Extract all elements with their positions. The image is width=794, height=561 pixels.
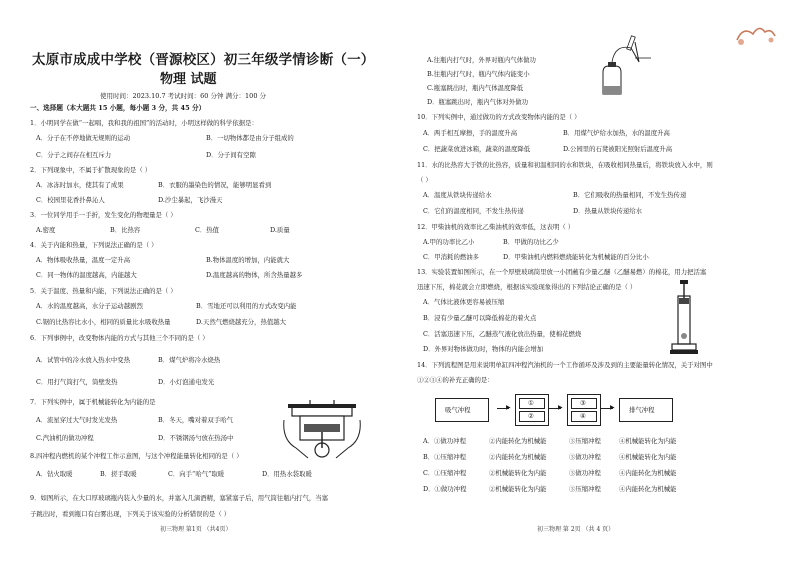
flow-box-2 — [515, 394, 549, 426]
question-9: 9．如图所示，在大口厚玻璃瓶内装入少量的水，并塞入几滴酒精，塞紧塞子后，用气筒往瓶内打气，当塞 — [30, 494, 329, 502]
question-13: 13．实验装置如图所示，在一个厚壁玻璃筒里放一小团蘸有少量乙醚（乙醚易燃）的棉花，用力把活塞 — [417, 268, 707, 276]
q5-option-c: C.锯的比热容比水小，相同的质量比水吸收热量 — [36, 318, 171, 326]
flow-end-box — [619, 398, 673, 422]
q2-option-b: B．衣服的墨染色的情况，能够明显看到 — [158, 181, 272, 189]
q7-option-b: B．冬天，嘴对着双手哈气 — [158, 416, 233, 424]
flow-start-box — [435, 398, 489, 422]
question-6: 6．下列事例中，改变物体内能的方式与其他三个不同的是（ ） — [30, 334, 209, 342]
question-7: 7．下列实例中，属于机械能转化为内能的是 — [30, 398, 156, 406]
q14-b-2: ②内能转化为机械能 — [489, 453, 547, 461]
flow-box-3-bot: ④ — [580, 412, 586, 420]
q10-option-c: C．把蔬菜放进冰箱，蔬菜的温度降低 — [423, 145, 531, 153]
q14-d-1: D．①做功冲程 — [423, 485, 467, 493]
question-5: 5．关于温度、热量和内能，下列说法正确的是（ ） — [30, 287, 177, 295]
q4-option-b: B.物体温度的增加，内能就大 — [206, 256, 290, 264]
q4-option-d: D.温度越高的物体，所含热量越多 — [206, 271, 303, 279]
corner-stamp-icon — [731, 20, 781, 50]
question-14: 14．下列流程图是用来说明单缸四冲程汽油机的一个工作循环及涉及到的主要能量转化情况，关于对图中 — [417, 361, 713, 369]
exam-meta: 使用时间：2023.10.7 考试时间：60 分钟 满分：100 分 — [100, 92, 267, 100]
q6-option-a: A．试管中的冷水放入热水中变热 — [36, 356, 131, 364]
q14-b-1: B．①压缩冲程 — [423, 453, 467, 461]
question-14-cont: ①②③④的补充正确的是： — [417, 376, 494, 384]
q11-option-b: B．它们吸收的热量相同，不发生热传递 — [573, 191, 687, 199]
q3-option-d: D.质量 — [270, 226, 290, 234]
question-12: 12．甲柴油机的效率比乙柴油机的效率低，这表明（ ） — [417, 223, 575, 231]
q14-a-3: ③压缩冲程 — [569, 437, 601, 445]
q14-c-3: ③做功冲程 — [569, 469, 601, 477]
flow-start-label: 吸气冲程 — [445, 406, 471, 414]
q14-c-1: C．①压缩冲程 — [423, 469, 467, 477]
question-8: 8.四冲程内燃机的某个冲程工作示意图，与这个冲程能量转化相同的是（ ） — [30, 452, 243, 460]
question-11: 11．水的比热容大于铁的比热容，质量和初温相同的水和铁块，在吸收相同热量后，将铁块放入水中，则 — [417, 161, 713, 169]
q7-option-d: D．不锈钢汤勺放在热汤中 — [158, 434, 234, 442]
q1-option-d: D．分子间有空隙 — [206, 151, 256, 159]
flow-box-2-bot: ② — [528, 412, 534, 420]
q14-d-2: ②机械能转化为内能 — [489, 485, 547, 493]
exam-title: 太原市成成中学校（晋源校区）初三年级学情诊断（一） — [32, 52, 375, 68]
q13-option-a: A．气体比液体更容易被压缩 — [423, 298, 505, 306]
q12-option-c: C．甲消耗的燃油多 — [423, 253, 480, 261]
engine-diagram — [282, 400, 362, 460]
left-footer: 初三物理 第1页 （共4页） — [160, 526, 232, 533]
q9-option-d: D．瓶塞跳出时，瓶内气体对外做功 — [427, 98, 528, 106]
q12-option-d: D．甲柴油机内燃料燃烧能转化为机械能的百分比小 — [503, 253, 649, 261]
piston-tube-diagram — [669, 280, 699, 358]
q9-option-b: B.往瓶内打气时，瓶内气体内能变小 — [427, 70, 530, 78]
q12-option-a: A.甲的功率比乙小 — [423, 238, 475, 246]
q13-option-c: C．活塞迅速下压，乙醚蒸气液化放出热量，使棉花燃烧 — [423, 330, 582, 338]
question-11-paren: （ ） — [417, 176, 432, 184]
q10-option-b: B．用煤气炉给水加热，水的温度升高 — [563, 129, 670, 137]
q14-a-1: A．①做功冲程 — [423, 437, 466, 445]
q4-option-a: A．物体吸收热量，温度一定升高 — [36, 256, 131, 264]
q1-option-a: A．分子在不停地做无规则的运动 — [36, 134, 131, 142]
q8-option-b: B．搓手取暖 — [100, 470, 137, 478]
q6-option-d: D．小灯泡通电发光 — [158, 378, 215, 386]
q14-a-2: ②内能转化为机械能 — [489, 437, 547, 445]
right-footer: 初三物理 第 2页 （共 4 页） — [537, 526, 615, 533]
flow-arrow-1-head: ▶ — [506, 404, 511, 411]
flow-arrow-2-head: ▶ — [558, 404, 563, 411]
q10-option-a: A．两手相互摩擦，手的温度升高 — [423, 129, 518, 137]
q9-option-a: A.往瓶内打气时，外界对瓶内气体做功 — [427, 56, 536, 64]
q7-option-c: C.汽油机的做功冲程 — [36, 434, 94, 442]
q3-option-c: C．热值 — [195, 226, 220, 234]
q14-d-3: ③压缩冲程 — [569, 485, 601, 493]
q14-d-4: ④内能转化为机械能 — [619, 485, 677, 493]
q11-option-a: A．温度从铁块传递给水 — [423, 191, 492, 199]
q13-option-d: D．外界对物体做功时，物体的内能会增加 — [423, 345, 544, 353]
q5-option-b: B．雪地还可以利用的方式改变内能 — [196, 302, 297, 310]
q10-option-d: D.公园里的石凳被阳光照射后温度升高 — [563, 145, 673, 153]
q14-b-3: ③做功冲程 — [569, 453, 601, 461]
q6-option-c: C．用打气筒打气，筒壁发热 — [36, 378, 118, 386]
q8-option-d: D．用热水袋取暖 — [262, 470, 312, 478]
flow-arrow-3-head: ▶ — [610, 404, 615, 411]
q11-option-d: D．热量从铁块传递给水 — [573, 207, 643, 215]
q1-option-c: C．分子之间存在相互斥力 — [36, 151, 112, 159]
q12-option-b: B．甲做的功比乙少 — [503, 238, 559, 246]
question-2: 2．下列现象中，不属于扩散现象的是（ ） — [30, 166, 152, 174]
bottle-pump-diagram — [595, 34, 653, 98]
q8-option-a: A．钻火取暖 — [36, 470, 73, 478]
q2-option-c: C．校园里花香扑鼻沁人 — [36, 196, 105, 204]
q2-option-a: A．冰冻时加水，使其有了成果 — [36, 181, 124, 189]
flow-end-label: 排气冲程 — [629, 406, 655, 414]
q5-option-a: A．水的温度越高，水分子运动越剧烈 — [36, 302, 143, 310]
q8-option-c: C．向手“哈气”取暖 — [168, 470, 225, 478]
q3-option-b: B．比热容 — [110, 226, 141, 234]
right-page — [397, 0, 794, 561]
q4-option-c: C．同一物体的温度越高，内能越大 — [36, 271, 137, 279]
question-4: 4．关于内能和热量，下列说法正确的是（ ） — [30, 241, 158, 249]
flow-box-3 — [567, 394, 601, 426]
question-13-cont: 迅速下压，棉花就会立即燃烧，根据该实验现象得出的下列结论正确的是（ ） — [417, 283, 637, 291]
q14-b-4: ④机械能转化为内能 — [619, 453, 677, 461]
exam-subtitle: 物理 试题 — [160, 72, 217, 87]
question-3: 3．一位同学用手一手折，发生变化的物理量是（ ） — [30, 211, 177, 219]
q14-c-4: ④内能转化为机械能 — [619, 469, 677, 477]
question-10: 10．下列实例中，通过做功的方式改变物体内能的是（ ） — [417, 113, 581, 121]
flow-box-3-top: ③ — [580, 399, 586, 407]
flow-box-2-top: ① — [528, 399, 534, 407]
q9-option-c: C.瓶塞跳出时，瓶内气体温度降低 — [427, 84, 524, 92]
q13-option-b: B．浸有少量乙醚可以降低棉花的着火点 — [423, 314, 537, 322]
q11-option-c: C．它们的温度相同，不发生热传递 — [423, 207, 524, 215]
q14-a-4: ④机械能转化为内能 — [619, 437, 677, 445]
q5-option-d: D.天然气燃烧越充分，热值越大 — [196, 318, 287, 326]
question-1: 1．小明同学在做“一起唱，我和我的祖国”的活动时，小明这样做的科学依据是： — [30, 119, 258, 127]
q2-option-d: D.沙尘暴起，飞沙漫天 — [158, 196, 223, 204]
question-9-cont: 子跳出时，看到瓶口有白雾出现，下列关于该实验的分析错误的是（ ） — [30, 510, 231, 518]
q3-option-a: A.密度 — [36, 226, 56, 234]
q14-c-2: ②机械能转化为内能 — [489, 469, 547, 477]
q6-option-b: B．煤气炉将冷水烧热 — [158, 356, 221, 364]
q1-option-b: B．一切物体都是由分子组成的 — [206, 134, 294, 142]
q7-option-a: A．流星穿过大气时发光发热 — [36, 416, 118, 424]
section-heading: 一、选择题（本大题共 15 小题，每小题 3 分，共 45 分） — [30, 104, 206, 112]
